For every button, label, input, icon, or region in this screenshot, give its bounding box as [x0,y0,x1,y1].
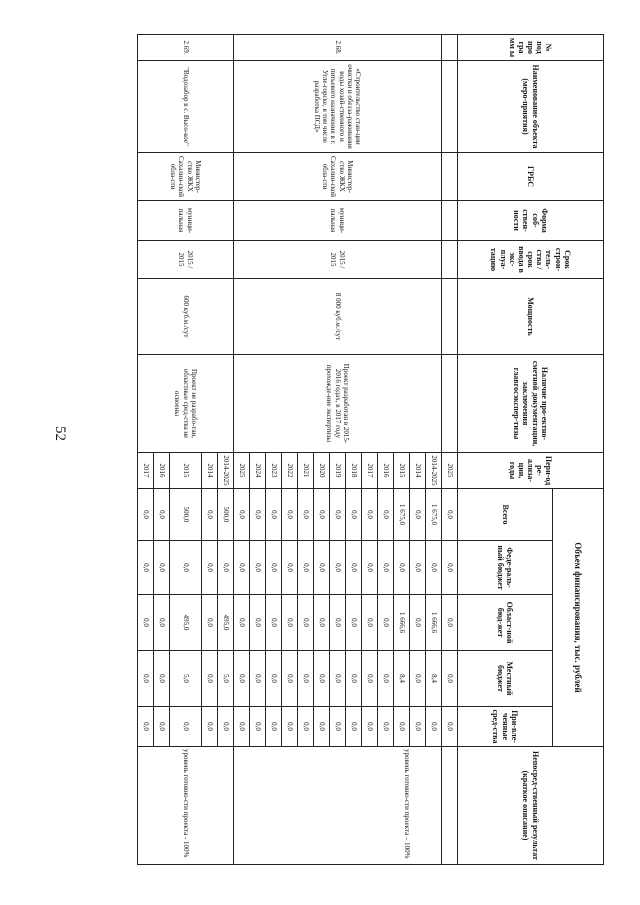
cell-regional: 0,0 [138,595,154,651]
financing-table [137,34,604,865]
cell-period: 2014-2025 [426,453,442,489]
table-row [426,35,442,865]
cell-regional: 0,0 [362,595,378,651]
cell-total: 0,0 [442,489,458,541]
object-term: 2015 / 2015 [138,241,234,279]
cell-federal: 0,0 [426,541,442,595]
cell-period: 2022 [282,453,298,489]
cell-federal: 0,0 [170,541,202,595]
cell-local: 0,0 [250,651,266,707]
cell-total: 0,0 [314,489,330,541]
cell-other: 0,0 [314,707,330,747]
object-ownership: муници-пальная [234,201,442,241]
header-ownership: Форма соб-ствен-ности [458,201,604,241]
object-grbs: Министер-ство ЖКХ Сахалин-ской обла-сти [138,153,234,201]
header-grbs: ГРБС [458,153,604,201]
cell-local: 8,4 [394,651,410,707]
cell-regional: 0,0 [314,595,330,651]
cell-regional: 0,0 [234,595,250,651]
cell-other: 0,0 [218,707,234,747]
cell-federal: 0,0 [202,541,218,595]
cell-federal: 0,0 [330,541,346,595]
cell-period: 2016 [154,453,170,489]
cell-other: 0,0 [426,707,442,747]
cell-local: 0,0 [378,651,394,707]
cell-total: 0,0 [410,489,426,541]
page-number: 52 [52,426,68,441]
cell-other: 0,0 [298,707,314,747]
cell-result [442,747,458,865]
cell-local: 0,0 [442,651,458,707]
cell-other: 0,0 [266,707,282,747]
cell-total: 0,0 [202,489,218,541]
cell-local: 0,0 [298,651,314,707]
cell-total: 0,0 [234,489,250,541]
cell-regional: 0,0 [298,595,314,651]
cell-regional: 0,0 [154,595,170,651]
header-docs: Наличие про-ектно-сметной документации, заключения главгосэкспер-тизы [458,355,604,453]
cell-period: 2019 [330,453,346,489]
header-funding: Объем финансирования, тыс. рублей [553,489,604,747]
cell-local: 0,0 [362,651,378,707]
object-num: 2.69. [138,35,234,61]
cell-federal: 0,0 [266,541,282,595]
cell-total: 0,0 [330,489,346,541]
cell-local: 0,0 [346,651,362,707]
header-num: № под про гра мм ы [458,35,604,61]
cell-total: 0,0 [378,489,394,541]
cell-other: 0,0 [138,707,154,747]
header-total: Всего [458,489,553,541]
cell-other: 0,0 [394,707,410,747]
header-capacity: Мощность [458,279,604,355]
cell-period: 2014-2025 [218,453,234,489]
cell-regional: 0,0 [282,595,298,651]
header-local: Местный бюджет [458,651,553,707]
object-ownership: муници-пальная [138,201,234,241]
cell-other: 0,0 [346,707,362,747]
cell-period: 2014 [202,453,218,489]
object-2-68 [234,35,442,865]
cell-period: 2025 [442,453,458,489]
cell-local: 0,0 [282,651,298,707]
cell-federal: 0,0 [250,541,266,595]
cell-total: 0,0 [282,489,298,541]
cell-period: 2024 [250,453,266,489]
cell-period: 2016 [378,453,394,489]
header-federal: Феде-раль-ный бюджет [458,541,553,595]
cell-regional: 0,0 [330,595,346,651]
cell-local: 0,0 [266,651,282,707]
cell-federal: 0,0 [346,541,362,595]
object-capacity: 8 000 куб.м./сут [234,279,442,355]
cell-other: 0,0 [362,707,378,747]
table-row [442,35,458,865]
object-result: уровень готовно-сти проекта – 100% [234,747,442,865]
rotated-table-container [89,34,604,864]
header-result: Непосред-ственный результат (краткое описание) [458,747,604,865]
cell-federal: 0,0 [314,541,330,595]
cell-local: 0,0 [138,651,154,707]
header-regional: Област-ной бюд-жет [458,595,553,651]
cell-regional: 0,0 [410,595,426,651]
cell-other: 0,0 [170,707,202,747]
cell-total: 0,0 [138,489,154,541]
cell-local: 5,0 [218,651,234,707]
cell-regional: 0,0 [442,595,458,651]
cell-federal: 0,0 [298,541,314,595]
header-object: Наименование объекта (меро-приятия) [458,61,604,153]
cell-other: 0,0 [250,707,266,747]
cell-federal: 0,0 [410,541,426,595]
cell-local: 0,0 [314,651,330,707]
cell-local: 5,0 [170,651,202,707]
cell-local: 0,0 [202,651,218,707]
cell-regional: 0,0 [346,595,362,651]
cell-regional: 495,0 [218,595,234,651]
cell-total: 0,0 [250,489,266,541]
cell-other: 0,0 [234,707,250,747]
cell-other: 0,0 [202,707,218,747]
cell-period: 2025 [234,453,250,489]
cell-federal: 0,0 [234,541,250,595]
cell-period: 2017 [362,453,378,489]
cell-other: 0,0 [410,707,426,747]
object-name: "Водозабор в с. Высо-кое" [138,61,234,153]
cell-regional: 0,0 [378,595,394,651]
cell-total: 0,0 [298,489,314,541]
cell-period: 2015 [394,453,410,489]
header-other: При-вле-ченные сред-ства [458,707,553,747]
cell-period: 2014 [410,453,426,489]
cell-period: 2017 [138,453,154,489]
cell-federal: 0,0 [394,541,410,595]
cell-total: 1 675,0 [426,489,442,541]
cell-total: 0,0 [362,489,378,541]
object-term: 2015 / 2015 [234,241,442,279]
cell-total: 500,0 [218,489,234,541]
cell-total: 0,0 [346,489,362,541]
cell-local: 0,0 [330,651,346,707]
cell-regional: 0,0 [250,595,266,651]
table-row [218,35,234,865]
cell-other: 0,0 [378,707,394,747]
cell-total: 0,0 [154,489,170,541]
cell-total: 0,0 [266,489,282,541]
cell-total: 1 675,0 [394,489,410,541]
cell-total: 500,0 [170,489,202,541]
object-grbs: Министер-ство ЖКХ Сахалин-ской обла-сти [234,153,442,201]
cell-other: 0,0 [154,707,170,747]
cell-federal: 0,0 [138,541,154,595]
cell-other: 0,0 [442,707,458,747]
cell-regional: 0,0 [202,595,218,651]
object-2-69 [138,35,234,865]
cell-federal: 0,0 [218,541,234,595]
cell-period: 2020 [314,453,330,489]
cell-regional: 1 666,6 [426,595,442,651]
cell-regional: 1 666,6 [394,595,410,651]
cell-period: 2015 [170,453,202,489]
cell-federal: 0,0 [282,541,298,595]
object-docs: Проект разработан в 2015-2016 годах, в 2017 году прохожде-ние экспертизы [234,355,442,453]
cell-regional: 0,0 [266,595,282,651]
cell-other: 0,0 [330,707,346,747]
cell-local: 0,0 [154,651,170,707]
cell-federal: 0,0 [442,541,458,595]
cell-period: 2021 [298,453,314,489]
cell-local: 8,4 [426,651,442,707]
object-name: «Строительство стан-ции очистки и обезза-раживания воды хозяй-ственного и питьевого назначения в г. Угле-горске, в том числе разработка ПСД» [234,61,442,153]
object-result: уровень готовно-сти проекта - 100% [138,747,234,865]
header-period: Пери-од ре-ализа-ции, годы [458,453,604,489]
object-capacity: 600 куб.м./сут [138,279,234,355]
cell-period: 2023 [266,453,282,489]
cell-local: 0,0 [234,651,250,707]
header-term: Срок строи-тель-ства / срок ввода в экс-плуа-тацию [458,241,604,279]
cell-federal: 0,0 [378,541,394,595]
cell-federal: 0,0 [154,541,170,595]
object-num: 2.68. [234,35,442,61]
cell-other: 0,0 [282,707,298,747]
object-docs: Проект не разрабо-тан, областные сред-ства не освоены [138,355,234,453]
cell-regional: 495,0 [170,595,202,651]
cell-local: 0,0 [410,651,426,707]
cell-period: 2018 [346,453,362,489]
cell-federal: 0,0 [362,541,378,595]
